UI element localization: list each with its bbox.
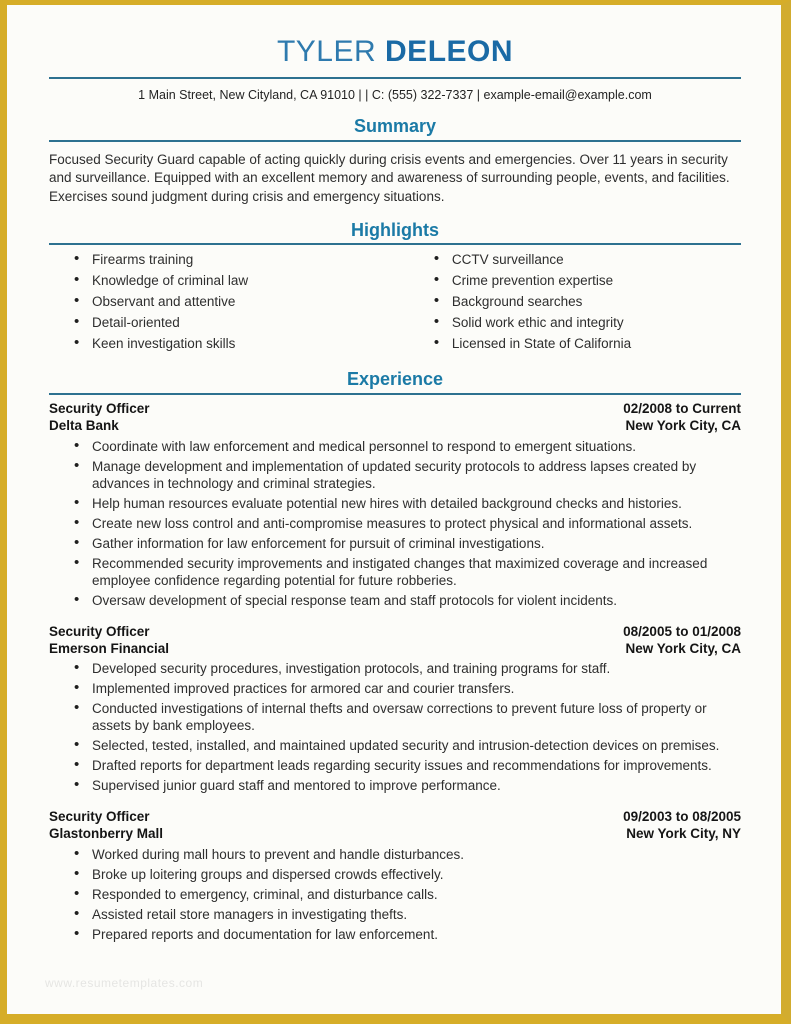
- list-item: • Create new loss control and anti-compromise measures to protect physical and informational assets.: [72, 515, 741, 532]
- watermark: www.resumetemplates.com: [45, 976, 204, 990]
- list-item: • Assisted retail store managers in investigating thefts.: [72, 906, 741, 923]
- list-item: • Help human resources evaluate potential new hires with detailed background checks and histories.: [72, 495, 741, 512]
- highlights-heading: Highlights: [351, 219, 439, 240]
- resume-header: [49, 35, 741, 103]
- summary-heading: Summary: [353, 116, 437, 136]
- list-item: • Observant and attentive: [72, 293, 409, 310]
- job-dates: 09/2003 to 08/2005: [623, 809, 741, 825]
- list-item: • Gather information for law enforcement for pursuit of criminal investigations.: [72, 535, 741, 552]
- summary-text: Focused Security Guard capable of acting quickly during crisis events and emergencies. Over 11 years in security and surveillance. Equipped with an excellent memory and awareness of surrounding people, events, and facilities. Exercises sound judgment during crisis and emergency situations.: [49, 151, 730, 204]
- job-company: Emerson Financial: [49, 640, 170, 656]
- list-item: • Detail-oriented: [72, 314, 409, 331]
- list-item: • Firearms training: [72, 251, 409, 268]
- job-title-row: [49, 401, 741, 418]
- highlights-columns: [49, 251, 741, 356]
- job-location: New York City, CA: [625, 640, 741, 656]
- list-item: • Crime prevention expertise: [432, 272, 741, 289]
- list-item: • Prepared reports and documentation for law enforcement.: [72, 926, 741, 943]
- job-dates: 08/2005 to 01/2008: [623, 623, 741, 639]
- list-item: • Manage development and implementation of updated security protocols to address lapses created by advances in technology and criminal strategies.: [72, 458, 741, 492]
- list-item: • Broke up loitering groups and dispersed crowds effectively.: [72, 866, 741, 883]
- list-item: • Drafted reports for department leads regarding security issues and recommendations for improvements.: [72, 757, 741, 774]
- list-item: • Developed security procedures, investigation protocols, and training programs for staff.: [72, 660, 741, 677]
- list-item: • Knowledge of criminal law: [72, 272, 409, 289]
- job-company: Delta Bank: [49, 417, 119, 433]
- list-item: • Selected, tested, installed, and maintained updated security and intrusion-detection devices on premises.: [72, 737, 741, 754]
- experience-heading: Experience: [346, 369, 444, 390]
- job-company-row: [49, 826, 741, 843]
- list-item: • Supervised junior guard staff and mentored to improve performance.: [72, 777, 741, 794]
- list-item: • Implemented improved practices for armored car and courier transfers.: [72, 680, 741, 697]
- job-title: Security Officer: [49, 400, 150, 416]
- list-item: • Background searches: [432, 293, 741, 310]
- job-title: Security Officer: [49, 623, 150, 639]
- list-item: • CCTV surveillance: [432, 251, 741, 268]
- job-entry-delta-bank: [49, 401, 741, 609]
- job-location: New York City, CA: [625, 417, 741, 433]
- job-dates: 02/2008 to Current: [623, 400, 741, 416]
- page-title: [49, 35, 741, 68]
- list-item: • Recommended security improvements and instigated changes that maximized coverage and increased employee confidence regarding potential for future robberies.: [72, 555, 741, 589]
- list-item: • Responded to emergency, criminal, and disturbance calls.: [72, 886, 741, 903]
- job-entry-glastonberry-mall: [49, 809, 741, 943]
- highlights-list-right: [409, 251, 741, 356]
- highlights-list-left: [49, 251, 409, 356]
- list-item: • Keen investigation skills: [72, 335, 409, 352]
- job-company-row: [49, 418, 741, 435]
- list-item: • Conducted investigations of internal thefts and oversaw corrections to prevent future loss of property or assets by bank employees.: [72, 700, 741, 734]
- job-title-row: [49, 624, 741, 641]
- job-title: Security Officer: [49, 809, 150, 825]
- list-item: • Coordinate with law enforcement and medical personnel to respond to emergent situations.: [72, 438, 741, 455]
- job-bullet-list: [49, 660, 741, 794]
- job-company-row: [49, 641, 741, 658]
- job-bullet-list: [49, 438, 741, 609]
- list-item: • Worked during mall hours to prevent and handle disturbances.: [72, 846, 741, 863]
- contact-line: 1 Main Street, New Cityland, CA 91010 | | C: (555) 322-7337 | example-email@example.com: [138, 88, 652, 102]
- job-company: Glastonberry Mall: [49, 826, 164, 842]
- first-name: TYLER: [276, 35, 377, 68]
- list-item: • Solid work ethic and integrity: [432, 314, 741, 331]
- section-divider: [49, 140, 741, 142]
- section-divider: [49, 243, 741, 245]
- job-entry-emerson-financial: [49, 624, 741, 795]
- list-item: • Licensed in State of California: [432, 335, 741, 352]
- section-divider: [49, 393, 741, 395]
- job-location: New York City, NY: [626, 826, 741, 842]
- section-highlights: [49, 220, 741, 357]
- job-bullet-list: [49, 846, 741, 943]
- section-summary: [49, 116, 741, 207]
- section-experience: [49, 369, 741, 943]
- list-item: • Oversaw development of special response team and staff protocols for violent incidents.: [72, 592, 741, 609]
- job-title-row: [49, 809, 741, 826]
- header-divider: [49, 77, 741, 79]
- last-name: DELEON: [385, 35, 514, 68]
